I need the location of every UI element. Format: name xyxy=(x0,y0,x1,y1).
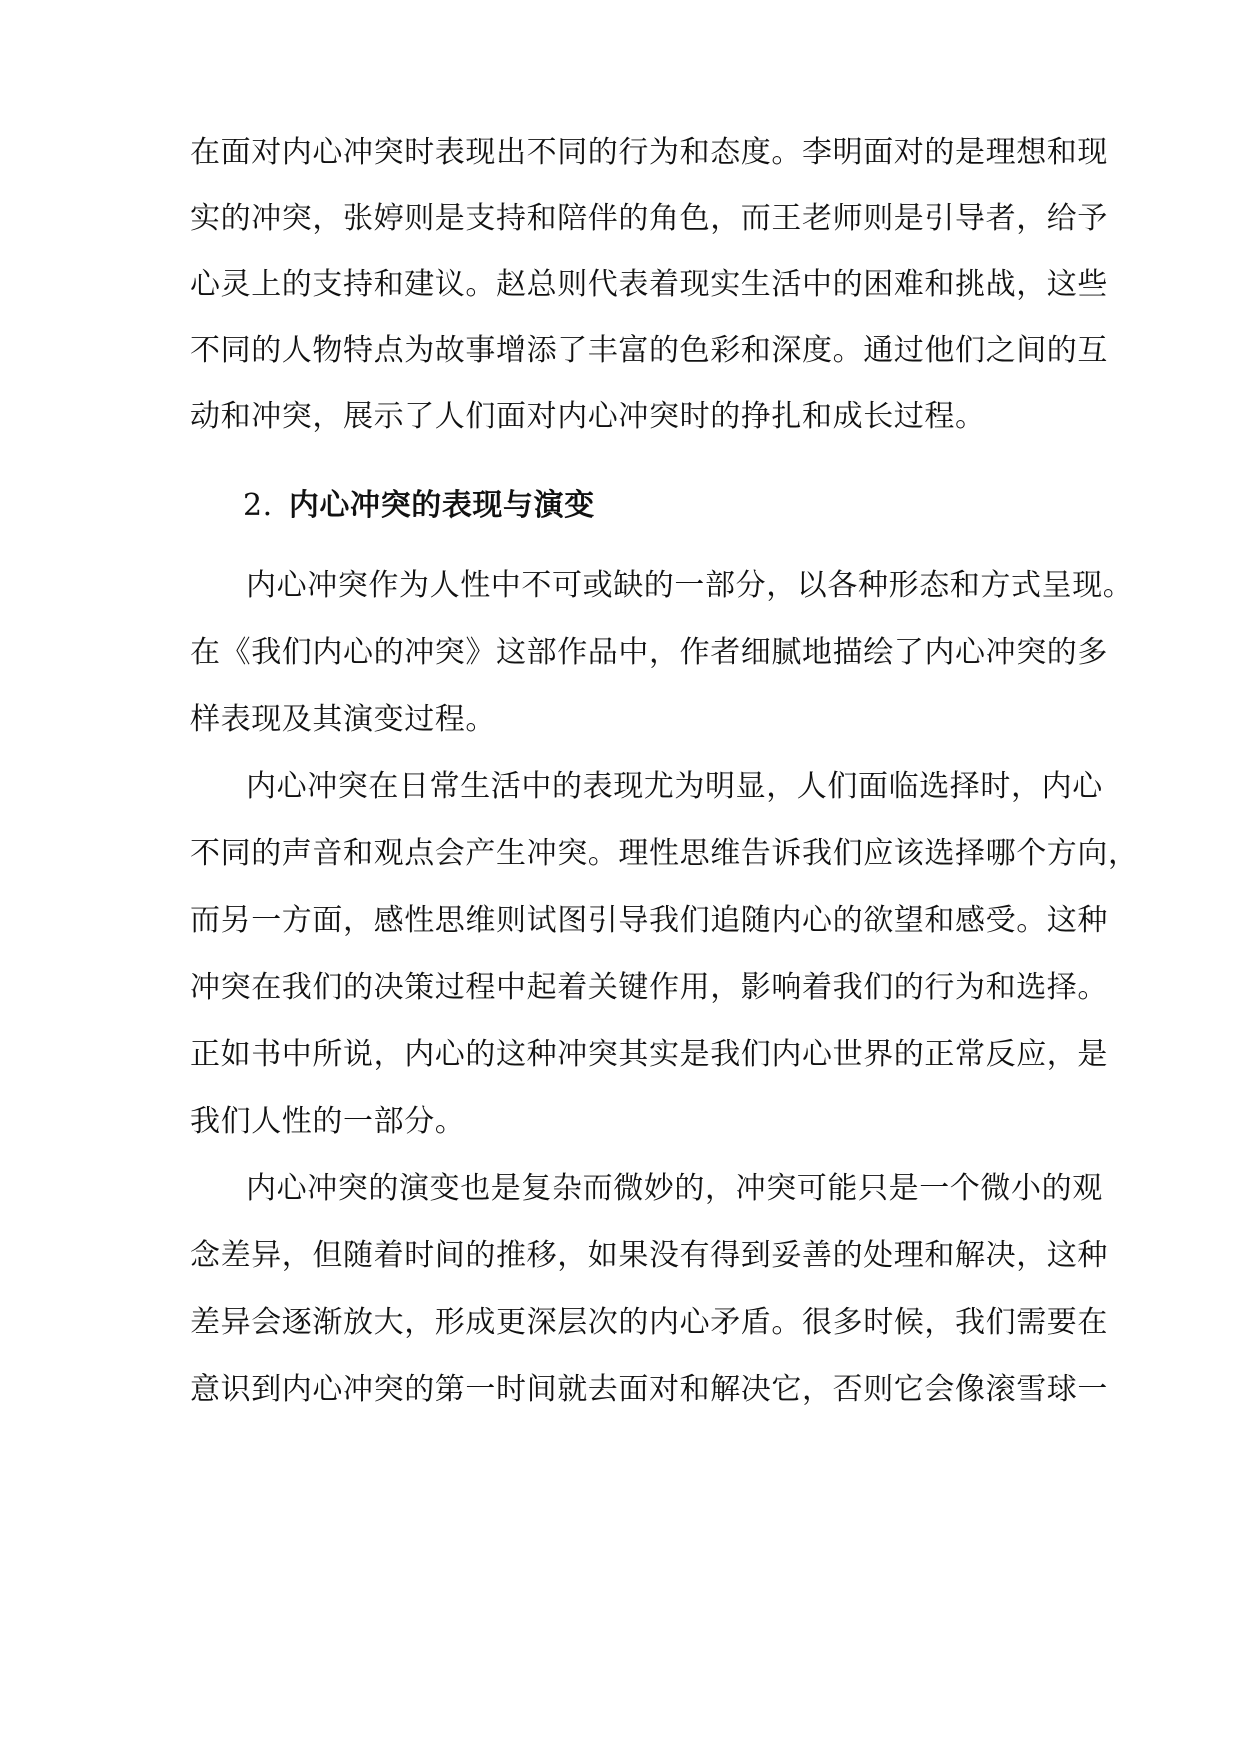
paragraph-2-line-2: 在《我们内心的冲突》这部作品中，作者细腻地描绘了内心冲突的多 xyxy=(190,635,1108,670)
paragraph-1-line-3: 心灵上的支持和建议。赵总则代表着现实生活中的困难和挑战，这些 xyxy=(190,267,1108,302)
paragraph-1-line-1: 在面对内心冲突时表现出不同的行为和态度。李明面对的是理想和现 xyxy=(190,135,1108,170)
paragraph-1-line-2: 实的冲突，张婷则是支持和陪伴的角色，而王老师则是引导者，给予 xyxy=(190,201,1108,236)
section-heading-number: 2. xyxy=(243,488,273,523)
paragraph-4-line-4: 意识到内心冲突的第一时间就去面对和解决它，否则它会像滚雪球一 xyxy=(190,1372,1108,1407)
section-heading xyxy=(243,486,595,526)
paragraph-3-line-3: 而另一方面，感性思维则试图引导我们追随内心的欲望和感受。这种 xyxy=(190,903,1108,938)
paragraph-4-line-1: 内心冲突的演变也是复杂而微妙的，冲突可能只是一个微小的观 xyxy=(246,1171,1103,1206)
paragraph-4-line-2: 念差异，但随着时间的推移，如果没有得到妥善的处理和解决，这种 xyxy=(190,1238,1108,1273)
paragraph-3-line-5: 正如书中所说，内心的这种冲突其实是我们内心世界的正常反应，是 xyxy=(190,1037,1108,1072)
section-heading-title: 内心冲突的表现与演变 xyxy=(288,488,595,523)
paragraph-1-line-5: 动和冲突，展示了人们面对内心冲突时的挣扎和成长过程。 xyxy=(190,399,986,434)
paragraph-2-line-1: 内心冲突作为人性中不可或缺的一部分，以各种形态和方式呈现。 xyxy=(246,568,1134,603)
paragraph-3-line-4: 冲突在我们的决策过程中起着关键作用，影响着我们的行为和选择。 xyxy=(190,970,1108,1005)
paragraph-2-line-3: 样表现及其演变过程。 xyxy=(190,702,496,737)
paragraph-3-line-2: 不同的声音和观点会产生冲突。理性思维告诉我们应该选择哪个方向， xyxy=(190,836,1139,871)
paragraph-3-line-1: 内心冲突在日常生活中的表现尤为明显，人们面临选择时，内心 xyxy=(246,769,1103,804)
paragraph-1-line-4: 不同的人物特点为故事增添了丰富的色彩和深度。通过他们之间的互 xyxy=(190,333,1108,368)
paragraph-3-line-6: 我们人性的一部分。 xyxy=(190,1104,466,1139)
paragraph-4-line-3: 差异会逐渐放大，形成更深层次的内心矛盾。很多时候，我们需要在 xyxy=(190,1305,1108,1340)
